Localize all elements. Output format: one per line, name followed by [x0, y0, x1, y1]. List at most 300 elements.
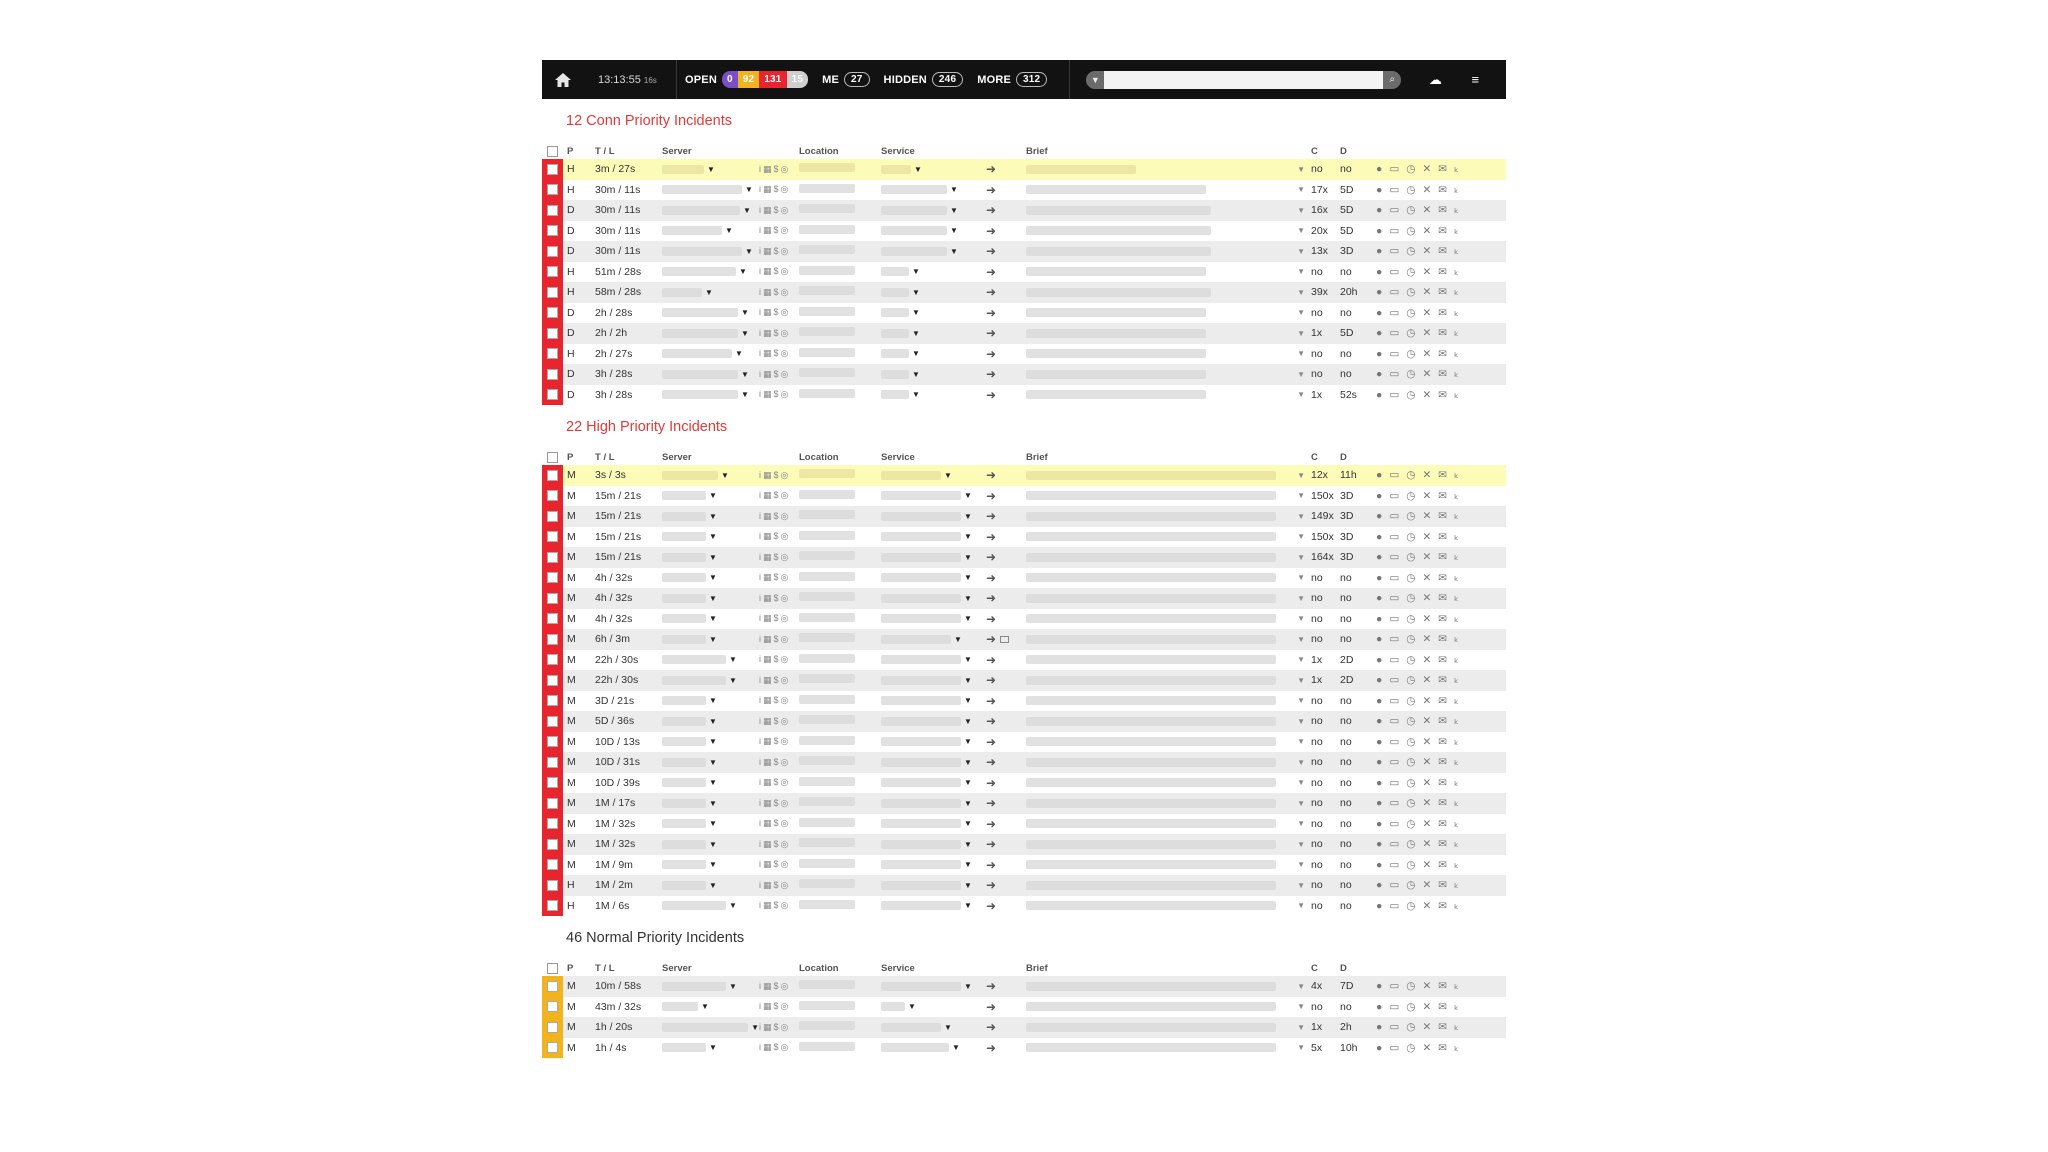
server-cell[interactable] [662, 778, 759, 787]
close-icon[interactable]: ✕ [1422, 592, 1432, 605]
info-icon[interactable]: i [759, 980, 761, 991]
assign-user-icon[interactable]: ● [1376, 286, 1383, 299]
brief-expand-icon[interactable]: ▼ [1297, 287, 1305, 297]
dollar-icon[interactable]: $ [773, 900, 779, 911]
info-icon[interactable]: i [759, 756, 761, 767]
brief-cell[interactable] [1026, 737, 1311, 746]
table-row[interactable] [542, 773, 1506, 794]
escalate-icon[interactable]: ₖ [1454, 286, 1459, 299]
service-cell[interactable] [881, 185, 986, 194]
table-row[interactable] [542, 200, 1506, 221]
brief-cell[interactable] [1026, 696, 1311, 705]
table-row[interactable] [542, 344, 1506, 365]
service-cell[interactable] [881, 758, 986, 767]
brief-cell[interactable] [1026, 206, 1311, 215]
dollar-icon[interactable]: $ [773, 368, 779, 379]
snooze-icon[interactable]: ◷ [1406, 163, 1416, 176]
escalate-icon[interactable]: ₖ [1454, 245, 1459, 258]
info-icon[interactable]: i [759, 531, 761, 542]
row-checkbox[interactable] [547, 552, 558, 563]
close-icon[interactable]: ✕ [1422, 265, 1432, 278]
close-icon[interactable]: ✕ [1422, 245, 1432, 258]
info-icon[interactable]: i [759, 859, 761, 870]
target-icon[interactable]: ◎ [780, 163, 789, 174]
service-dropdown-icon[interactable]: ▼ [964, 839, 972, 849]
table-row[interactable] [542, 670, 1506, 691]
escalate-icon[interactable]: ₖ [1454, 265, 1459, 278]
snooze-icon[interactable]: ◷ [1406, 245, 1416, 258]
server-cell[interactable] [662, 799, 759, 808]
brief-expand-icon[interactable]: ▼ [1297, 901, 1305, 911]
server-dropdown-icon[interactable]: ▼ [735, 349, 743, 359]
server-dropdown-icon[interactable]: ▼ [709, 511, 717, 521]
snooze-icon[interactable]: ◷ [1406, 1041, 1416, 1054]
target-icon[interactable]: ◎ [780, 674, 789, 685]
info-icon[interactable]: i [759, 490, 761, 501]
target-icon[interactable]: ◎ [780, 1001, 789, 1012]
server-cell[interactable] [662, 758, 759, 767]
snooze-icon[interactable]: ◷ [1406, 817, 1416, 830]
arrow-right-icon[interactable]: ➜ [986, 611, 997, 626]
assign-user-icon[interactable]: ● [1376, 735, 1383, 748]
arrow-right-icon[interactable]: ➜ [986, 999, 997, 1014]
table-row[interactable] [542, 486, 1506, 507]
service-dropdown-icon[interactable]: ▼ [912, 308, 920, 318]
comment-icon[interactable]: ▭ [1389, 633, 1400, 646]
table-row[interactable] [542, 976, 1506, 997]
info-icon[interactable]: i [759, 266, 761, 277]
snooze-icon[interactable]: ◷ [1406, 469, 1416, 482]
table-row[interactable] [542, 180, 1506, 201]
row-checkbox[interactable] [547, 736, 558, 747]
arrow-right-icon[interactable]: ➜ [986, 652, 997, 667]
close-icon[interactable]: ✕ [1422, 347, 1432, 360]
snooze-icon[interactable]: ◷ [1406, 879, 1416, 892]
email-icon[interactable]: ✉ [1438, 265, 1448, 278]
comment-icon[interactable]: ▭ [1389, 530, 1400, 543]
server-cell[interactable] [662, 329, 759, 338]
dollar-icon[interactable]: $ [773, 327, 779, 338]
info-icon[interactable]: i [759, 838, 761, 849]
dollar-icon[interactable]: $ [773, 838, 779, 849]
email-icon[interactable]: ✉ [1438, 1041, 1448, 1054]
assign-user-icon[interactable]: ● [1376, 224, 1383, 237]
grid-icon[interactable]: ▦ [763, 490, 772, 501]
grid-icon[interactable]: ▦ [763, 1001, 772, 1012]
comment-icon[interactable]: ▭ [1389, 756, 1400, 769]
escalate-icon[interactable]: ₖ [1454, 592, 1459, 605]
dollar-icon[interactable]: $ [773, 736, 779, 747]
comment-icon[interactable]: ▭ [1389, 674, 1400, 687]
info-icon[interactable]: i [759, 469, 761, 480]
snooze-icon[interactable]: ◷ [1406, 633, 1416, 646]
service-cell[interactable] [881, 840, 986, 849]
brief-expand-icon[interactable]: ▼ [1297, 552, 1305, 562]
row-checkbox[interactable] [547, 593, 558, 604]
server-dropdown-icon[interactable]: ▼ [705, 287, 713, 297]
service-cell[interactable] [881, 206, 986, 215]
assign-user-icon[interactable]: ● [1376, 858, 1383, 871]
grid-icon[interactable]: ▦ [763, 900, 772, 911]
escalate-icon[interactable]: ₖ [1454, 756, 1459, 769]
arrow-right-icon[interactable]: ➜ [986, 264, 997, 279]
server-cell[interactable] [662, 491, 759, 500]
escalate-icon[interactable]: ₖ [1454, 612, 1459, 625]
snooze-icon[interactable]: ◷ [1406, 653, 1416, 666]
brief-cell[interactable] [1026, 799, 1311, 808]
column-header-service[interactable]: Service [881, 962, 915, 974]
brief-cell[interactable] [1026, 1043, 1311, 1052]
info-icon[interactable]: i [759, 736, 761, 747]
comment-icon[interactable]: ▭ [1389, 1041, 1400, 1054]
grid-icon[interactable]: ▦ [763, 695, 772, 706]
grid-icon[interactable]: ▦ [763, 184, 772, 195]
close-icon[interactable]: ✕ [1422, 653, 1432, 666]
column-header-d[interactable]: D [1340, 962, 1347, 974]
brief-expand-icon[interactable]: ▼ [1297, 164, 1305, 174]
table-row[interactable] [542, 568, 1506, 589]
target-icon[interactable]: ◎ [780, 818, 789, 829]
email-icon[interactable]: ✉ [1438, 592, 1448, 605]
row-checkbox[interactable] [547, 634, 558, 645]
email-icon[interactable]: ✉ [1438, 368, 1448, 381]
service-dropdown-icon[interactable]: ▼ [944, 1022, 952, 1032]
comment-icon[interactable]: ▭ [1389, 286, 1400, 299]
grid-icon[interactable]: ▦ [763, 531, 772, 542]
column-header-c[interactable]: C [1311, 145, 1318, 157]
close-icon[interactable]: ✕ [1422, 469, 1432, 482]
server-dropdown-icon[interactable]: ▼ [741, 328, 749, 338]
snooze-icon[interactable]: ◷ [1406, 694, 1416, 707]
close-icon[interactable]: ✕ [1422, 797, 1432, 810]
table-row[interactable] [542, 221, 1506, 242]
service-cell[interactable] [881, 799, 986, 808]
service-dropdown-icon[interactable]: ▼ [964, 655, 972, 665]
column-header-d[interactable]: D [1340, 451, 1347, 463]
target-icon[interactable]: ◎ [780, 245, 789, 256]
server-cell[interactable] [662, 226, 759, 235]
server-dropdown-icon[interactable]: ▼ [709, 798, 717, 808]
service-cell[interactable] [881, 696, 986, 705]
table-row[interactable] [542, 814, 1506, 835]
comment-icon[interactable]: ▭ [1389, 592, 1400, 605]
escalate-icon[interactable]: ₖ [1454, 838, 1459, 851]
arrow-right-icon[interactable]: ➜ [986, 734, 997, 749]
column-header-location[interactable]: Location [799, 451, 839, 463]
assign-user-icon[interactable]: ● [1376, 756, 1383, 769]
arrow-right-icon[interactable]: ➜ [986, 468, 997, 483]
column-header-brief[interactable]: Brief [1026, 962, 1048, 974]
info-icon[interactable]: i [759, 633, 761, 644]
comment-icon[interactable]: ▭ [1389, 327, 1400, 340]
arrow-right-icon[interactable]: ➜ [986, 305, 997, 320]
brief-expand-icon[interactable]: ▼ [1297, 798, 1305, 808]
email-icon[interactable]: ✉ [1438, 735, 1448, 748]
table-row[interactable] [542, 997, 1506, 1018]
email-icon[interactable]: ✉ [1438, 756, 1448, 769]
arrow-right-icon[interactable]: ➜ [986, 1040, 997, 1055]
server-dropdown-icon[interactable]: ▼ [741, 308, 749, 318]
server-dropdown-icon[interactable]: ▼ [709, 778, 717, 788]
assign-user-icon[interactable]: ● [1376, 245, 1383, 258]
dollar-icon[interactable]: $ [773, 469, 779, 480]
service-dropdown-icon[interactable]: ▼ [964, 901, 972, 911]
email-icon[interactable]: ✉ [1438, 715, 1448, 728]
brief-cell[interactable] [1026, 982, 1311, 991]
comment-icon[interactable]: ▭ [1389, 388, 1400, 401]
server-dropdown-icon[interactable]: ▼ [709, 880, 717, 890]
arrow-right-icon[interactable]: ➜ [986, 387, 997, 402]
row-checkbox[interactable] [547, 654, 558, 665]
server-dropdown-icon[interactable]: ▼ [709, 757, 717, 767]
snooze-icon[interactable]: ◷ [1406, 1021, 1416, 1034]
grid-icon[interactable]: ▦ [763, 572, 772, 583]
brief-expand-icon[interactable]: ▼ [1297, 532, 1305, 542]
info-icon[interactable]: i [759, 286, 761, 297]
table-row[interactable] [542, 241, 1506, 262]
assign-user-icon[interactable]: ● [1376, 327, 1383, 340]
server-cell[interactable] [662, 840, 759, 849]
snooze-icon[interactable]: ◷ [1406, 183, 1416, 196]
email-icon[interactable]: ✉ [1438, 530, 1448, 543]
service-cell[interactable] [881, 594, 986, 603]
grid-icon[interactable]: ▦ [763, 1042, 772, 1053]
email-icon[interactable]: ✉ [1438, 306, 1448, 319]
assign-user-icon[interactable]: ● [1376, 817, 1383, 830]
close-icon[interactable]: ✕ [1422, 735, 1432, 748]
service-dropdown-icon[interactable]: ▼ [912, 349, 920, 359]
server-dropdown-icon[interactable]: ▼ [745, 246, 753, 256]
row-checkbox[interactable] [547, 981, 558, 992]
service-cell[interactable] [881, 1002, 986, 1011]
brief-expand-icon[interactable]: ▼ [1297, 267, 1305, 277]
comment-icon[interactable]: ▭ [1389, 612, 1400, 625]
column-header-server[interactable]: Server [662, 451, 692, 463]
service-dropdown-icon[interactable]: ▼ [964, 716, 972, 726]
brief-expand-icon[interactable]: ▼ [1297, 226, 1305, 236]
select-all-checkbox[interactable] [547, 963, 558, 974]
escalate-icon[interactable]: ₖ [1454, 633, 1459, 646]
service-dropdown-icon[interactable]: ▼ [964, 511, 972, 521]
row-checkbox[interactable] [547, 369, 558, 380]
brief-cell[interactable] [1026, 471, 1311, 480]
service-cell[interactable] [881, 349, 986, 358]
email-icon[interactable]: ✉ [1438, 489, 1448, 502]
assign-user-icon[interactable]: ● [1376, 612, 1383, 625]
arrow-right-icon[interactable]: ➜ [986, 244, 997, 259]
home-button[interactable] [542, 60, 584, 99]
server-dropdown-icon[interactable]: ▼ [709, 491, 717, 501]
info-icon[interactable]: i [759, 184, 761, 195]
service-dropdown-icon[interactable]: ▼ [964, 491, 972, 501]
brief-cell[interactable] [1026, 226, 1311, 235]
row-checkbox[interactable] [547, 205, 558, 216]
target-icon[interactable]: ◎ [780, 266, 789, 277]
brief-cell[interactable] [1026, 573, 1311, 582]
snooze-icon[interactable]: ◷ [1406, 797, 1416, 810]
close-icon[interactable]: ✕ [1422, 388, 1432, 401]
escalate-icon[interactable]: ₖ [1454, 1000, 1459, 1013]
server-cell[interactable] [662, 655, 759, 664]
brief-expand-icon[interactable]: ▼ [1297, 390, 1305, 400]
assign-user-icon[interactable]: ● [1376, 1021, 1383, 1034]
email-icon[interactable]: ✉ [1438, 797, 1448, 810]
comment-icon[interactable]: ▭ [1389, 776, 1400, 789]
brief-expand-icon[interactable]: ▼ [1297, 716, 1305, 726]
target-icon[interactable]: ◎ [780, 879, 789, 890]
target-icon[interactable]: ◎ [780, 204, 789, 215]
info-icon[interactable]: i [759, 510, 761, 521]
service-dropdown-icon[interactable]: ▼ [954, 634, 962, 644]
column-header-brief[interactable]: Brief [1026, 145, 1048, 157]
info-icon[interactable]: i [759, 900, 761, 911]
service-cell[interactable] [881, 226, 986, 235]
assign-user-icon[interactable]: ● [1376, 694, 1383, 707]
target-icon[interactable]: ◎ [780, 389, 789, 400]
comment-icon[interactable]: ▭ [1389, 368, 1400, 381]
brief-expand-icon[interactable]: ▼ [1297, 696, 1305, 706]
table-row[interactable] [542, 364, 1506, 385]
grid-icon[interactable]: ▦ [763, 225, 772, 236]
target-icon[interactable]: ◎ [780, 592, 789, 603]
brief-cell[interactable] [1026, 635, 1311, 644]
service-dropdown-icon[interactable]: ▼ [964, 880, 972, 890]
brief-expand-icon[interactable]: ▼ [1297, 655, 1305, 665]
server-cell[interactable] [662, 512, 759, 521]
brief-cell[interactable] [1026, 390, 1311, 399]
email-icon[interactable]: ✉ [1438, 633, 1448, 646]
grid-icon[interactable]: ▦ [763, 592, 772, 603]
dollar-icon[interactable]: $ [773, 490, 779, 501]
grid-icon[interactable]: ▦ [763, 654, 772, 665]
server-dropdown-icon[interactable]: ▼ [709, 696, 717, 706]
dollar-icon[interactable]: $ [773, 266, 779, 277]
snooze-icon[interactable]: ◷ [1406, 980, 1416, 993]
target-icon[interactable]: ◎ [780, 368, 789, 379]
escalate-icon[interactable]: ₖ [1454, 510, 1459, 523]
row-checkbox[interactable] [547, 757, 558, 768]
brief-expand-icon[interactable]: ▼ [1297, 205, 1305, 215]
escalate-icon[interactable]: ₖ [1454, 694, 1459, 707]
snooze-icon[interactable]: ◷ [1406, 204, 1416, 217]
grid-icon[interactable]: ▦ [763, 245, 772, 256]
info-icon[interactable]: i [759, 1042, 761, 1053]
server-dropdown-icon[interactable]: ▼ [729, 901, 737, 911]
snooze-icon[interactable]: ◷ [1406, 715, 1416, 728]
escalate-icon[interactable]: ₖ [1454, 224, 1459, 237]
server-cell[interactable] [662, 532, 759, 541]
target-icon[interactable]: ◎ [780, 225, 789, 236]
table-row[interactable] [542, 547, 1506, 568]
select-all-checkbox[interactable] [547, 146, 558, 157]
row-checkbox[interactable] [547, 572, 558, 583]
close-icon[interactable]: ✕ [1422, 489, 1432, 502]
grid-icon[interactable]: ▦ [763, 756, 772, 767]
service-dropdown-icon[interactable]: ▼ [964, 614, 972, 624]
brief-cell[interactable] [1026, 329, 1311, 338]
brief-cell[interactable] [1026, 512, 1311, 521]
table-row[interactable] [542, 732, 1506, 753]
email-icon[interactable]: ✉ [1438, 183, 1448, 196]
close-icon[interactable]: ✕ [1422, 530, 1432, 543]
table-row[interactable] [542, 691, 1506, 712]
target-icon[interactable]: ◎ [780, 469, 789, 480]
escalate-icon[interactable]: ₖ [1454, 1041, 1459, 1054]
service-dropdown-icon[interactable]: ▼ [964, 860, 972, 870]
close-icon[interactable]: ✕ [1422, 183, 1432, 196]
service-dropdown-icon[interactable]: ▼ [964, 757, 972, 767]
arrow-right-icon[interactable]: ➜ [986, 285, 997, 300]
server-dropdown-icon[interactable]: ▼ [721, 470, 729, 480]
grid-icon[interactable]: ▦ [763, 327, 772, 338]
server-cell[interactable] [662, 881, 759, 890]
server-dropdown-icon[interactable]: ▼ [709, 819, 717, 829]
target-icon[interactable]: ◎ [780, 1042, 789, 1053]
service-dropdown-icon[interactable]: ▼ [964, 696, 972, 706]
brief-cell[interactable] [1026, 717, 1311, 726]
row-checkbox[interactable] [547, 675, 558, 686]
comment-icon[interactable]: ▭ [1389, 797, 1400, 810]
service-cell[interactable] [881, 288, 986, 297]
server-cell[interactable] [662, 308, 759, 317]
row-checkbox[interactable] [547, 1022, 558, 1033]
arrow-right-icon[interactable]: ➜ [986, 203, 997, 218]
close-icon[interactable]: ✕ [1422, 633, 1432, 646]
row-checkbox[interactable] [547, 1001, 558, 1012]
arrow-right-icon[interactable]: ➜ [986, 857, 997, 872]
table-row[interactable] [542, 711, 1506, 732]
service-dropdown-icon[interactable]: ▼ [912, 390, 920, 400]
arrow-right-icon[interactable]: ➜ [986, 488, 997, 503]
row-checkbox[interactable] [547, 798, 558, 809]
server-cell[interactable] [662, 594, 759, 603]
brief-cell[interactable] [1026, 1002, 1311, 1011]
email-icon[interactable]: ✉ [1438, 204, 1448, 217]
grid-icon[interactable]: ▦ [763, 736, 772, 747]
arrow-right-icon[interactable]: ➜ [986, 162, 997, 177]
dollar-icon[interactable]: $ [773, 613, 779, 624]
dollar-icon[interactable]: $ [773, 592, 779, 603]
brief-expand-icon[interactable]: ▼ [1297, 1043, 1305, 1053]
grid-icon[interactable]: ▦ [763, 469, 772, 480]
server-cell[interactable] [662, 247, 759, 256]
dollar-icon[interactable]: $ [773, 184, 779, 195]
server-cell[interactable] [662, 1002, 759, 1011]
email-icon[interactable]: ✉ [1438, 1021, 1448, 1034]
snooze-icon[interactable]: ◷ [1406, 265, 1416, 278]
service-cell[interactable] [881, 267, 986, 276]
arrow-right-icon[interactable]: ➜ [986, 223, 997, 238]
comment-icon[interactable]: ▭ [1389, 245, 1400, 258]
service-cell[interactable] [881, 370, 986, 379]
comment-icon[interactable]: ▭ [1389, 879, 1400, 892]
email-icon[interactable]: ✉ [1438, 245, 1448, 258]
email-icon[interactable]: ✉ [1438, 388, 1448, 401]
dollar-icon[interactable]: $ [773, 1021, 779, 1032]
brief-cell[interactable] [1026, 778, 1311, 787]
dollar-icon[interactable]: $ [773, 777, 779, 788]
server-dropdown-icon[interactable]: ▼ [741, 369, 749, 379]
info-icon[interactable]: i [759, 1021, 761, 1032]
assign-user-icon[interactable]: ● [1376, 204, 1383, 217]
open-segment[interactable]: 0 [722, 71, 738, 88]
assign-user-icon[interactable]: ● [1376, 1041, 1383, 1054]
target-icon[interactable]: ◎ [780, 348, 789, 359]
escalate-icon[interactable]: ₖ [1454, 204, 1459, 217]
email-icon[interactable]: ✉ [1438, 571, 1448, 584]
snooze-icon[interactable]: ◷ [1406, 306, 1416, 319]
grid-icon[interactable]: ▦ [763, 674, 772, 685]
